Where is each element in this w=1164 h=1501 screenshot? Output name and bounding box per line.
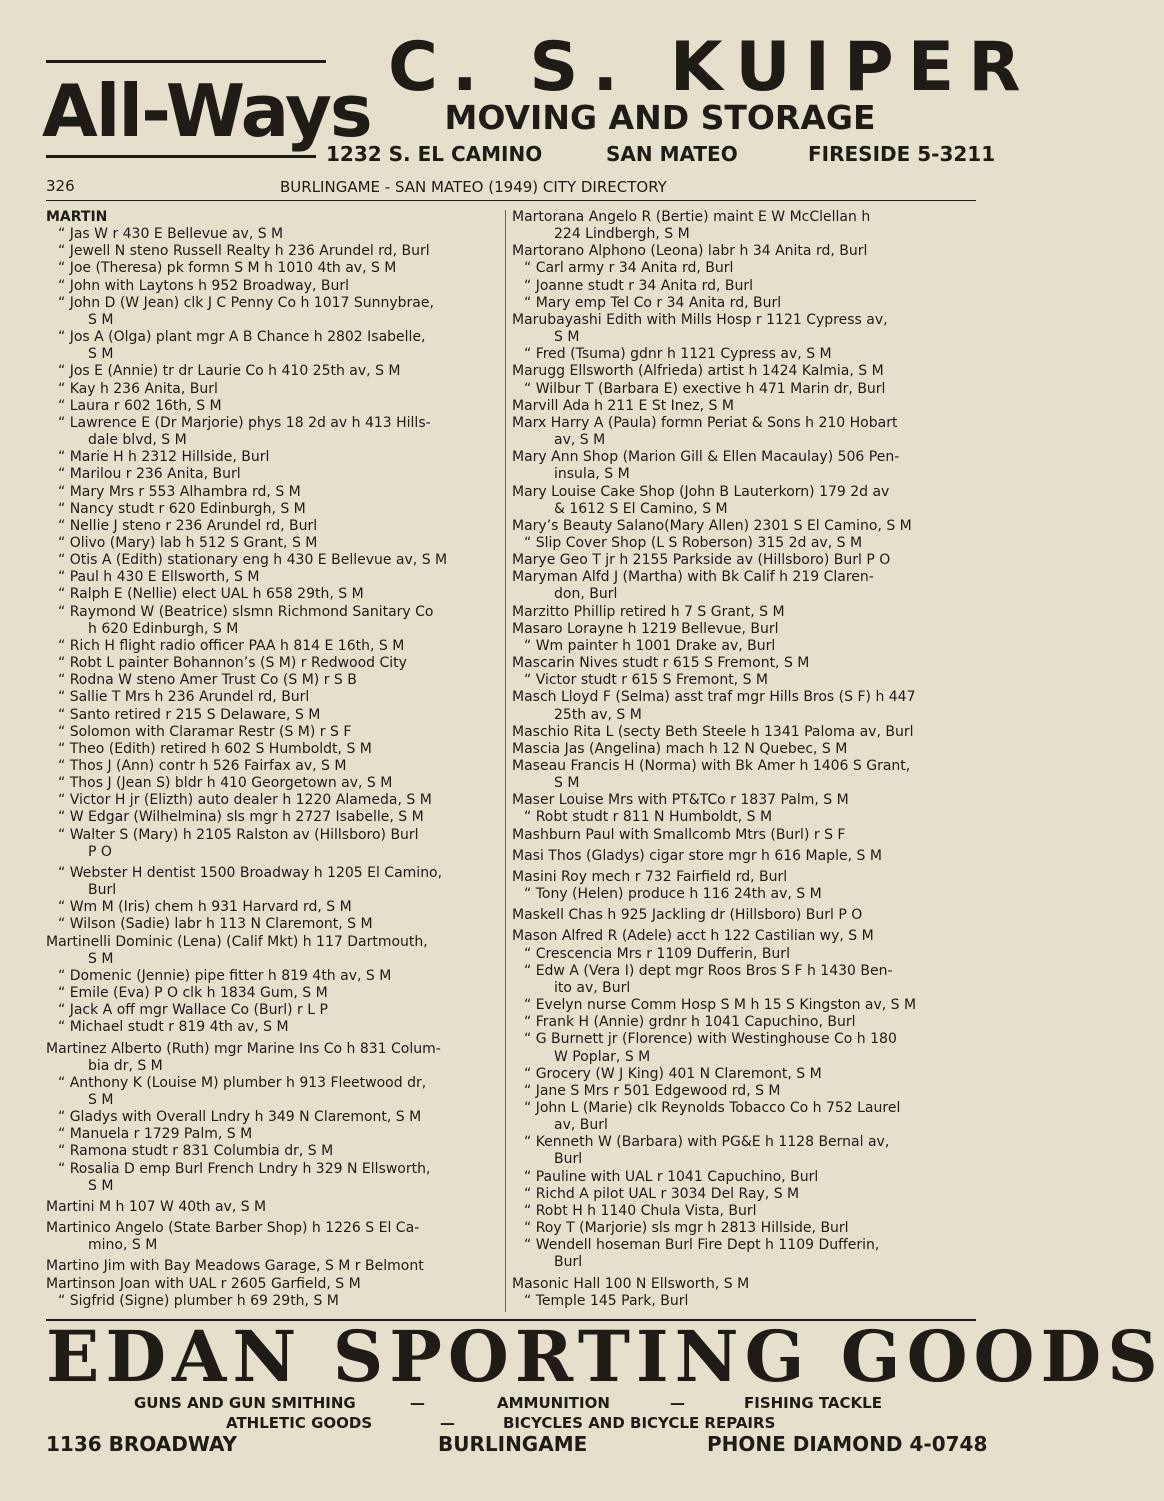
- directory-line: “ Rosalia D emp Burl French Lndry h 329 N Ellsworth,: [58, 1160, 431, 1177]
- directory-line: “ Slip Cover Shop (L S Roberson) 315 2d av, S M: [524, 534, 863, 551]
- directory-line: “ Santo retired r 215 S Delaware, S M: [58, 706, 321, 723]
- directory-line: “ Temple 145 Park, Burl: [524, 1292, 689, 1309]
- ad-bottom-phone: PHONE DIAMOND 4-0748: [707, 1432, 988, 1456]
- directory-line: Masonic Hall 100 N Ellsworth, S M: [512, 1275, 750, 1292]
- directory-line: Maschio Rita L (secty Beth Steele h 1341 Paloma av, Burl: [512, 723, 914, 740]
- directory-line: “ Emile (Eva) P O clk h 1834 Gum, S M: [58, 985, 328, 1002]
- allways-logo: All-Ways: [42, 69, 371, 153]
- directory-line: “ Nellie J steno r 236 Arundel rd, Burl: [58, 517, 318, 534]
- directory-line: Maseau Francis H (Norma) with Bk Amer h 1406 S Grant,: [512, 758, 911, 774]
- column-divider: [505, 210, 506, 1312]
- directory-line: “ Gladys with Overall Lndry h 349 N Claremont, S M: [58, 1109, 422, 1126]
- directory-line: S M: [554, 775, 580, 792]
- directory-line: “ Robt L painter Bohannon’s (S M) r Redwood City: [58, 655, 407, 672]
- directory-line: dale blvd, S M: [88, 432, 187, 449]
- directory-line: Maryman Alfd J (Martha) with Bk Calif h 219 Claren-: [512, 569, 874, 586]
- directory-line: “ Roy T (Marjorie) sls mgr h 2813 Hillside, Burl: [524, 1220, 849, 1237]
- directory-line: “ Frank H (Annie) grdnr h 1041 Capuchino, Burl: [524, 1014, 856, 1031]
- directory-line: MARTIN: [46, 209, 108, 225]
- directory-line: Marubayashi Edith with Mills Hosp r 1121 Cypress av,: [512, 311, 888, 328]
- directory-line: bia dr, S M: [88, 1057, 163, 1074]
- ad-phone: FIRESIDE 5-3211: [808, 142, 996, 166]
- ad-separator: —: [410, 1394, 425, 1412]
- directory-line: “ Sigfrid (Signe) plumber h 69 29th, S M: [58, 1292, 339, 1309]
- directory-line: Masi Thos (Gladys) cigar store mgr h 616 Maple, S M: [512, 847, 882, 864]
- directory-line: “ John with Laytons h 952 Broadway, Burl: [58, 277, 349, 294]
- directory-line: Burl: [554, 1254, 583, 1271]
- directory-line: Martini M h 107 W 40th av, S M: [46, 1198, 267, 1215]
- right-column: [512, 209, 970, 1310]
- directory-line: “ Michael studt r 819 4th av, S M: [58, 1019, 289, 1036]
- directory-line: “ W Edgar (Wilhelmina) sls mgr h 2727 Isabelle, S M: [58, 809, 424, 826]
- top-advertisement: [0, 0, 1035, 172]
- directory-line: “ Rich H flight radio officer PAA h 814 E 16th, S M: [58, 637, 405, 654]
- directory-line: “ Anthony K (Louise M) plumber h 913 Fleetwood dr,: [58, 1074, 427, 1091]
- directory-line: Maskell Chas h 925 Jackling dr (Hillsboro) Burl P O: [512, 907, 863, 924]
- directory-line: Maser Louise Mrs with PT&TCo r 1837 Palm, S M: [512, 792, 849, 809]
- directory-line: “ Jack A off mgr Wallace Co (Burl) r L P: [58, 1002, 328, 1019]
- directory-line: S M: [88, 311, 114, 328]
- directory-line: “ Joe (Theresa) pk formn S M h 1010 4th av, S M: [58, 260, 397, 277]
- directory-line: Marx Harry A (Paula) formn Periat & Sons h 210 Hobart: [512, 414, 898, 431]
- directory-line: “ John D (W Jean) clk J C Penny Co h 1017 Sunnybrae,: [58, 294, 434, 311]
- directory-line: “ Walter S (Mary) h 2105 Ralston av (Hillsboro) Burl: [58, 826, 419, 843]
- directory-line: “ Victor studt r 615 S Fremont, S M: [524, 672, 768, 689]
- directory-line: “ Domenic (Jennie) pipe fitter h 819 4th av, S M: [58, 967, 392, 984]
- directory-line: Masini Roy mech r 732 Fairfield rd, Burl: [512, 868, 788, 885]
- directory-line: “ Victor H jr (Elizth) auto dealer h 1220 Alameda, S M: [58, 792, 432, 809]
- directory-line: “ Otis A (Edith) stationary eng h 430 E Bellevue av, S M: [58, 552, 448, 569]
- directory-line: mino, S M: [88, 1237, 158, 1254]
- directory-line: insula, S M: [554, 466, 630, 483]
- directory-line: Marvill Ada h 211 E St Inez, S M: [512, 397, 734, 414]
- directory-line: Martinson Joan with UAL r 2605 Garfield, S M: [46, 1275, 361, 1292]
- directory-line: “ Raymond W (Beatrice) slsmn Richmond Sanitary Co: [58, 603, 434, 620]
- directory-line: “ Crescencia Mrs r 1109 Dufferin, Burl: [524, 945, 790, 962]
- directory-line: Burl: [88, 882, 117, 899]
- company-name: C. S. KUIPER: [388, 28, 1035, 107]
- page-number: 326: [46, 177, 75, 195]
- directory-line: Marye Geo T jr h 2155 Parkside av (Hillsboro) Burl P O: [512, 552, 891, 569]
- directory-line: “ Sallie T Mrs h 236 Arundel rd, Burl: [58, 689, 310, 706]
- directory-line: Burl: [554, 1151, 583, 1168]
- directory-line: “ Webster H dentist 1500 Broadway h 1205 El Camino,: [58, 864, 443, 881]
- directory-line: 224 Lindbergh, S M: [554, 226, 690, 243]
- running-title: BURLINGAME - SAN MATEO (1949) CITY DIRECTORY: [280, 178, 667, 196]
- directory-line: “ Jos A (Olga) plant mgr A B Chance h 2802 Isabelle,: [58, 329, 426, 346]
- directory-line: av, S M: [554, 432, 606, 449]
- directory-line: “ Thos J (Ann) contr h 526 Fairfax av, S M: [58, 758, 347, 774]
- ad-bottom-city: BURLINGAME: [438, 1432, 588, 1456]
- ad-item-ammunition: AMMUNITION: [497, 1394, 610, 1412]
- directory-line: av, Burl: [554, 1117, 608, 1134]
- directory-line: “ Laura r 602 16th, S M: [58, 397, 222, 414]
- directory-line: “ Robt H h 1140 Chula Vista, Burl: [524, 1202, 757, 1219]
- ad-item-bicycles: BICYCLES AND BICYCLE REPAIRS: [503, 1414, 776, 1432]
- directory-line: “ Olivo (Mary) lab h 512 S Grant, S M: [58, 534, 318, 551]
- directory-line: “ Kenneth W (Barbara) with PG&E h 1128 Bernal av,: [524, 1134, 890, 1151]
- directory-line: 25th av, S M: [554, 706, 642, 723]
- directory-line: Mary Ann Shop (Marion Gill & Ellen Macaulay) 506 Pen-: [512, 449, 900, 466]
- directory-line: “ Pauline with UAL r 1041 Capuchino, Burl: [524, 1168, 819, 1185]
- directory-line: “ Jane S Mrs r 501 Edgewood rd, S M: [524, 1082, 781, 1099]
- directory-line: h 620 Edinburgh, S M: [88, 620, 239, 637]
- directory-line: “ Thos J (Jean S) bldr h 410 Georgetown av, S M: [58, 775, 393, 792]
- ad-item-fishing: FISHING TACKLE: [744, 1394, 882, 1412]
- directory-line: “ Carl army r 34 Anita rd, Burl: [524, 260, 734, 277]
- directory-line: Mary Louise Cake Shop (John B Lauterkorn) 179 2d av: [512, 483, 890, 500]
- directory-line: “ Wm M (Iris) chem h 931 Harvard rd, S M: [58, 899, 352, 916]
- directory-line: “ Fred (Tsuma) gdnr h 1121 Cypress av, S M: [524, 346, 832, 363]
- directory-line: don, Burl: [554, 586, 618, 603]
- directory-line: S M: [88, 1091, 114, 1108]
- directory-line: “ Jewell N steno Russell Realty h 236 Arundel rd, Burl: [58, 243, 430, 260]
- directory-line: Masch Lloyd F (Selma) asst traf mgr Hills Bros (S F) h 447: [512, 689, 916, 706]
- directory-line: “ Ralph E (Nellie) elect UAL h 658 29th, S M: [58, 586, 364, 603]
- directory-line: “ Wilbur T (Barbara E) exective h 471 Marin dr, Burl: [524, 380, 886, 397]
- directory-line: “ Edw A (Vera I) dept mgr Roos Bros S F h 1430 Ben-: [524, 962, 893, 979]
- directory-line: S M: [88, 346, 114, 363]
- header-rule: [46, 200, 976, 201]
- ad-address: 1232 S. EL CAMINO: [326, 142, 543, 166]
- directory-line: Martinelli Dominic (Lena) (Calif Mkt) h 117 Dartmouth,: [46, 933, 428, 950]
- directory-line: “ Robt studt r 811 N Humboldt, S M: [524, 809, 773, 826]
- directory-line: ito av, Burl: [554, 979, 631, 996]
- directory-line: S M: [554, 329, 580, 346]
- directory-line: W Poplar, S M: [554, 1048, 651, 1065]
- edan-sporting-goods-title: EDAN SPORTING GOODS: [46, 1315, 1164, 1398]
- directory-line: “ Marilou r 236 Anita, Burl: [58, 466, 241, 483]
- directory-line: & 1612 S El Camino, S M: [554, 500, 728, 517]
- directory-line: Mason Alfred R (Adele) acct h 122 Castilian wy, S M: [512, 928, 874, 945]
- directory-line: “ Wilson (Sadie) labr h 113 N Claremont, S M: [58, 916, 373, 933]
- directory-line: Mary’s Beauty Salano(Mary Allen) 2301 S El Camino, S M: [512, 517, 912, 534]
- directory-line: “ Wendell hoseman Burl Fire Dept h 1109 Dufferin,: [524, 1237, 880, 1254]
- directory-line: “ Paul h 430 E Ellsworth, S M: [58, 569, 260, 586]
- service-line: MOVING AND STORAGE: [444, 98, 876, 137]
- directory-line: “ Wm painter h 1001 Drake av, Burl: [524, 637, 776, 654]
- directory-line: Martorana Angelo R (Bertie) maint E W McClellan h: [512, 209, 871, 225]
- directory-line: “ Solomon with Claramar Restr (S M) r S F: [58, 723, 352, 740]
- directory-line: Mascia Jas (Angelina) mach h 12 N Quebec, S M: [512, 740, 848, 757]
- directory-line: Martorano Alphono (Leona) labr h 34 Anita rd, Burl: [512, 243, 868, 260]
- ad-rule-top: [46, 60, 326, 63]
- directory-line: S M: [88, 950, 114, 967]
- ad-city: SAN MATEO: [606, 142, 738, 166]
- directory-line: “ Jas W r 430 E Bellevue av, S M: [58, 226, 284, 243]
- directory-line: “ Grocery (W J King) 401 N Claremont, S M: [524, 1065, 822, 1082]
- directory-line: “ Marie H h 2312 Hillside, Burl: [58, 449, 270, 466]
- ad-item-athletic: ATHLETIC GOODS: [226, 1414, 373, 1432]
- directory-line: Masaro Lorayne h 1219 Bellevue, Burl: [512, 620, 779, 637]
- directory-line: “ Evelyn nurse Comm Hosp S M h 15 S Kingston av, S M: [524, 997, 917, 1014]
- ad-separator: —: [670, 1394, 685, 1412]
- left-column: [46, 209, 502, 1310]
- directory-line: P O: [88, 843, 112, 860]
- directory-line: “ Kay h 236 Anita, Burl: [58, 380, 218, 397]
- directory-line: “ Richd A pilot UAL r 3034 Del Ray, S M: [524, 1185, 800, 1202]
- directory-line: S M: [88, 1177, 114, 1194]
- ad-item-guns: GUNS AND GUN SMITHING: [134, 1394, 356, 1412]
- directory-line: Mascarin Nives studt r 615 S Fremont, S M: [512, 655, 810, 672]
- directory-line: “ Jos E (Annie) tr dr Laurie Co h 410 25th av, S M: [58, 363, 401, 380]
- ad-rule-bottom: [46, 155, 316, 158]
- directory-line: Marzitto Phillip retired h 7 S Grant, S M: [512, 603, 785, 620]
- directory-line: “ G Burnett jr (Florence) with Westinghouse Co h 180: [524, 1031, 897, 1048]
- directory-line: Marugg Ellsworth (Alfrieda) artist h 1424 Kalmia, S M: [512, 363, 884, 380]
- ad-bottom-address: 1136 BROADWAY: [46, 1432, 238, 1456]
- directory-line: Martino Jim with Bay Meadows Garage, S M r Belmont: [46, 1258, 424, 1275]
- directory-line: “ Rodna W steno Amer Trust Co (S M) r S B: [58, 672, 357, 689]
- directory-line: “ Mary emp Tel Co r 34 Anita rd, Burl: [524, 294, 782, 311]
- directory-line: “ Lawrence E (Dr Marjorie) phys 18 2d av h 413 Hills-: [58, 414, 431, 431]
- directory-line: “ Ramona studt r 831 Columbia dr, S M: [58, 1143, 334, 1160]
- directory-line: “ John L (Marie) clk Reynolds Tobacco Co h 752 Laurel: [524, 1099, 901, 1116]
- ad-separator: —: [440, 1414, 455, 1432]
- directory-line: “ Tony (Helen) produce h 116 24th av, S M: [524, 886, 822, 903]
- directory-line: Mashburn Paul with Smallcomb Mtrs (Burl) r S F: [512, 826, 846, 843]
- directory-line: “ Nancy studt r 620 Edinburgh, S M: [58, 500, 306, 517]
- directory-line: “ Joanne studt r 34 Anita rd, Burl: [524, 277, 754, 294]
- directory-line: “ Manuela r 1729 Palm, S M: [58, 1126, 253, 1143]
- directory-line: “ Theo (Edith) retired h 602 S Humboldt, S M: [58, 740, 372, 757]
- directory-line: “ Mary Mrs r 553 Alhambra rd, S M: [58, 483, 301, 500]
- directory-line: Martinico Angelo (State Barber Shop) h 1226 S El Ca-: [46, 1220, 420, 1237]
- directory-line: Martinez Alberto (Ruth) mgr Marine Ins Co h 831 Colum-: [46, 1040, 441, 1057]
